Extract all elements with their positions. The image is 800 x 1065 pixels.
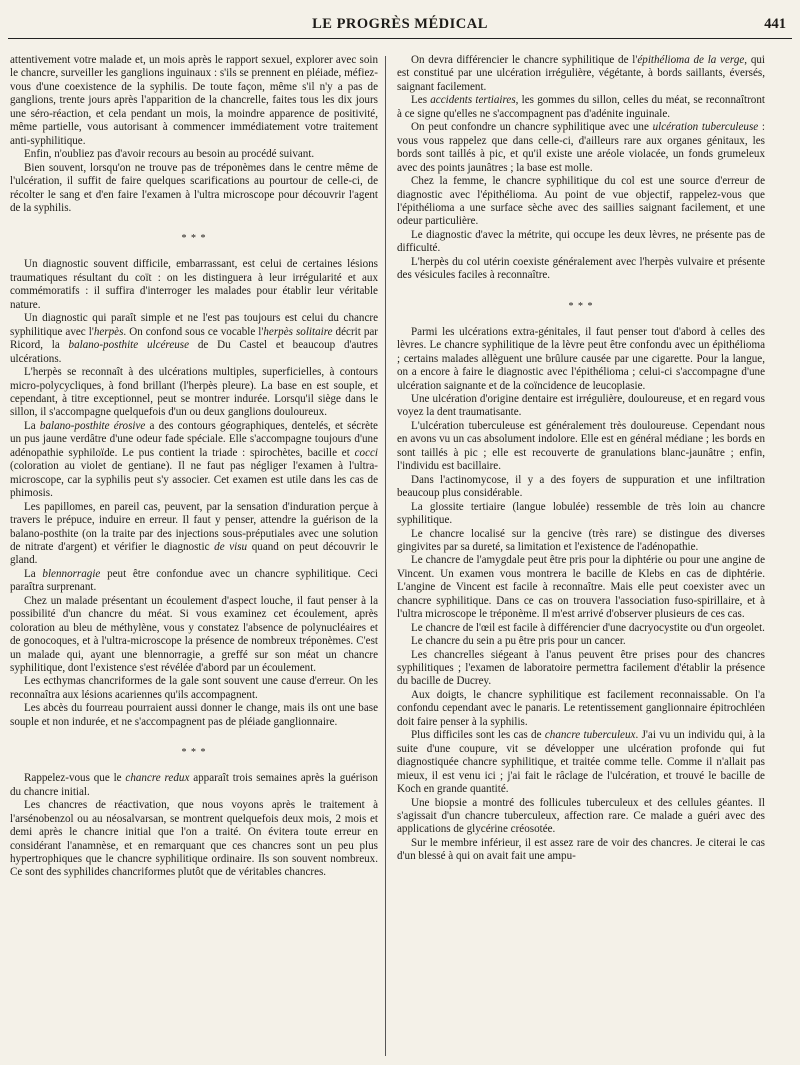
- page-number: 441: [764, 16, 786, 32]
- paragraph: Les papillomes, en pareil cas, peuvent, par la sensation d'induration perçue à travers le prépuce, induire en erreur. Il faut y penser, attendre la guérison de la balano-posthite (on la traite par des injections sous-préputiales avec une solution de nitrate d'argent) et vérifier le diagnostic de visu quand on peut découvrir le gland.: [10, 500, 378, 567]
- page-header: [0, 0, 800, 46]
- paragraph: Une ulcération d'origine dentaire est irrégulière, douloureuse, et en regard vous voyez la dent traumatisante.: [397, 392, 765, 419]
- paragraph: Un diagnostic qui paraît simple et ne l'est pas toujours est celui du chancre syphilitique avec l'herpès. On confond sous ce vocable l'herpès solitaire décrit par Ricord, la balano-posthite ulcéreuse de Du Castel et beaucoup d'autres ulcérations.: [10, 312, 378, 365]
- paragraph: On peut confondre un chancre syphilitique avec une ulcération tuberculeuse : vous vous rappelez que dans celle-ci, d'ailleurs rare aux organes génitaux, les bords sont taillés à pic, et qu'il existe une aréole violacée, un fonds grumeleux avec des points jaunâtres ; la base est molle.: [397, 121, 765, 174]
- paragraph: attentivement votre malade et, un mois après le rapport sexuel, explorer avec soin le chancre, surveiller les ganglions inguinaux : s'ils se prennent en pléiade, méfiez-vous d'une coexistence de la syphilis. De toute façon, même s'il n'y a pas de ganglions, trente jours après l'apparition de la chancrelle, faites tous les dix jours une séro-réaction, et cela pendant un mois, la moindre apparence de positivité, même partielle, vous autorisant à commencer immédiatement votre traitement anti-syphilitique.: [10, 54, 378, 147]
- paragraph: Bien souvent, lorsqu'on ne trouve pas de tréponèmes dans le centre même de l'ulcération, il suffit de faire quelques scarifications au pourtour de celle-ci, de récolter le sang et d'en faire l'examen à l'ultra microscope pour découvrir l'agent de la syphilis.: [10, 161, 378, 214]
- paragraph: L'herpès du col utérin coexiste généralement avec l'herpès vulvaire et présente des vésicules faciles à reconnaître.: [397, 255, 765, 282]
- paragraph: Le chancre localisé sur la gencive (très rare) se distingue des diverses gingivites par sa dureté, sa limitation et l'existence de l'adénopathie.: [397, 527, 765, 553]
- paragraph: L'herpès se reconnaît à des ulcérations multiples, superficielles, à contours micro-polycycliques, à fond brillant (l'herpès pleure). La base en est souple, et cependant, à titre exceptionnel, peut se montrer indurée. Lorsqu'il siège dans le sillon, il s'accompagne quelquefois d'un ou deux ganglions douloureux.: [10, 366, 378, 419]
- paragraph: Un diagnostic souvent difficile, embarrassant, est celui de certaines lésions traumatiques résultant du coït : on les distinguera à leur irrégularité et aux commémoratifs : il suffira d'interroger les malades pour établir leur véritable nature.: [10, 258, 378, 311]
- section-separator: * * *: [181, 747, 207, 759]
- column-divider: [385, 56, 386, 1056]
- paragraph: L'ulcération tuberculeuse est généralement très douloureuse. Cependant nous en avons vu un cas absolument indolore. Elle est en général médiane ; les bords en sont taillés à pic ; elle est recouverte de granulations blanc-jaunâtre ; enfin, l'individu est bacillaire.: [397, 419, 765, 473]
- paragraph: Les chancres de réactivation, que nous voyons après le traitement à l'arsénobenzol ou au néosalvarsan, se montrent quelquefois deux mois, 2 mois et demi après le chancre initial que l'on a traité. On évitera toute erreur en considérant l'anamnèse, et en remarquant que ces chancres sont un peu plus hypertrophiques que le chancre syphilitique ordinaire. Ils son souvent nombreux. Ce sont des syphilides chancriformes plutôt que de véritables chancres.: [10, 799, 378, 879]
- section-separator: * * *: [568, 300, 594, 312]
- paragraph: Le chancre de l'œil est facile à différencier d'une dacryocystite ou d'un orgeolet.: [411, 621, 765, 634]
- paragraph: Une biopsie a montré des follicules tuberculeux et des cellules géantes. Il s'agissait d'un chancre tuberculeux, affection rare. Ce malade a guéri avec des applications de glycérine créosotée.: [397, 796, 765, 836]
- paragraph: Les chancrelles siégeant à l'anus peuvent être prises pour des chancres syphilitiques ; l'examen de laboratoire permettra facilement d'établir la présence du bacille de Ducrey.: [397, 648, 765, 688]
- paragraph: Dans l'actinomycose, il y a des foyers de suppuration et une infiltration beaucoup plus considérable.: [397, 473, 765, 500]
- paragraph: On devra différencier le chancre syphilitique de l'épithélioma de la verge, qui est constitué par une ulcération irrégulière, végétante, à bords saillants, éversés, saignant facilement.: [397, 54, 765, 93]
- paragraph: Enfin, n'oubliez pas d'avoir recours au besoin au procédé suivant.: [24, 148, 315, 161]
- paragraph: Rappelez-vous que le chancre redux apparaît trois semaines après la guérison du chancre initial.: [10, 772, 378, 798]
- paragraph: Les ecthymas chancriformes de la gale sont souvent une cause d'erreur. On les reconnaîtra aux lésions acariennes qu'ils accompagnent.: [10, 675, 378, 701]
- paragraph: La glossite tertiaire (langue lobulée) ressemble de très loin au chancre syphilitique.: [397, 500, 765, 527]
- paragraph: La blennorragie peut être confondue avec un chancre syphilitique. Ceci paraîtra surprenant.: [10, 567, 378, 594]
- right-column: [397, 54, 765, 1059]
- paragraph: Plus difficiles sont les cas de chancre tuberculeux. J'ai vu un individu qui, à la suite d'une coupure, vit se développer une ulcération profonde qui fut diagnostiquée chancre syphilitique, et traitée comme telle. Comme il n'allait pas mieux, il est venu ici ; j'ai fait le râclage de l'ulcération, et trouvé le bacille de Koch en grande quantité.: [397, 729, 765, 796]
- section-separator: * * *: [181, 233, 207, 245]
- journal-title: LE PROGRÈS MÉDICAL: [312, 16, 488, 32]
- paragraph: Les abcès du fourreau pourraient aussi donner le change, mais ils ont une base souple et non indurée, et ne s'accompagnent pas de pléiade ganglionnaire.: [10, 702, 378, 728]
- paragraph: Aux doigts, le chancre syphilitique est facilement reconnaissable. On l'a confondu cependant avec le panaris. Le retentissement ganglionnaire épitrochléen doit faire penser à la syphilis.: [397, 688, 765, 728]
- left-column: [10, 54, 378, 1059]
- paragraph: Le chancre de l'amygdale peut être pris pour la diphtérie ou pour une angine de Vincent. Un examen vous montrera le bacille de Klebs en cas de diphtérie. L'angine de Vincent est facile à reconnaître. Mais elle peut coexister avec un chancre syphilitique. Dans ce cas on trouvera l'association fuso-spirillaire, et à l'ultra microscope le tréponème. Il m'est arrivé d'observer plusieurs de ces cas.: [397, 554, 765, 621]
- paragraph: Parmi les ulcérations extra-génitales, il faut penser tout d'abord à celles des lèvres. Le chancre syphilitique de la lèvre peut être confondu avec un épithélioma ; certains malades allèguent une brûlure causée par une cigarette. Pour la langue, on a encore à faire le diagnostic avec l'épithélioma ; celui-ci s'accompagne d'une ulcération saignante et de la coïncidence de leucoplasie.: [397, 325, 765, 392]
- paragraph: Chez un malade présentant un écoulement d'aspect louche, il faut penser à la possibilité d'un chancre du méat. Si vous examinez cet écoulement, après coloration au bleu de méthylène, vous y constatez l'absence de polynucléaires et de gonocoques, et à l'ultra-microscope la présence de nombreux tréponèmes. C'est un malade qui, ayant une blennorragie, a greffé sur son méat un chancre syphilitique, dont l'existence s'est révélée d'abord par un écoulement.: [10, 594, 378, 675]
- paragraph: Les accidents tertiaires, les gommes du sillon, celles du méat, se reconnaîtront à ce signe qu'elles ne s'accompagnent pas d'adénite inguinale.: [397, 94, 765, 120]
- paragraph: Chez la femme, le chancre syphilitique du col est une source d'erreur de diagnostic avec l'épithélioma. Au point de vue objectif, rappelez-vous que l'épithélioma a une surface sèche avec des saillies saignant facilement, et une odeur particulière.: [397, 175, 765, 228]
- header-rule: [8, 38, 792, 39]
- paragraph: Le chancre du sein a pu être pris pour un cancer.: [411, 635, 626, 648]
- paragraph: Sur le membre inférieur, il est assez rare de voir des chancres. Je citerai le cas d'un blessé à qui on avait fait une ampu-: [397, 836, 765, 863]
- paragraph: La balano-posthite érosive a des contours géographiques, dentelés, et sécrète un pus jaune verdâtre d'une odeur fade spéciale. Elle s'accompagne toujours d'une adénopathie syphiloïde. Le pus contient la triade : spirochètes, bacille et cocci (coloration au violet de gentiane). Il ne faut pas négliger l'examen à l'ultra-microscope, car la syphilis peut s'y associer. Cet examen est utile dans les cas de phimosis.: [10, 419, 378, 500]
- paragraph: Le diagnostic d'avec la métrite, qui occupe les deux lèvres, ne présente pas de difficulté.: [397, 228, 765, 255]
